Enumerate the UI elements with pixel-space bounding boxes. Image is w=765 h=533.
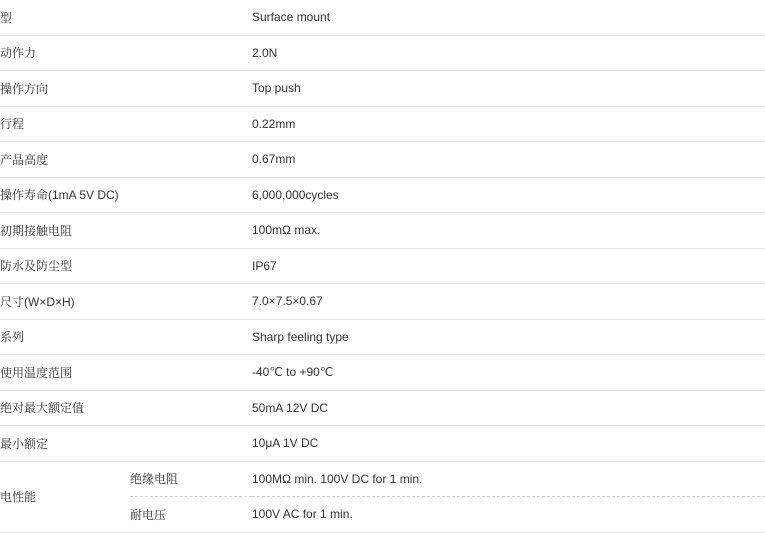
row-value: Top push xyxy=(252,71,765,107)
row-label: 操作方向 xyxy=(0,71,252,107)
table-row xyxy=(0,426,765,462)
group-label: 电性能 xyxy=(0,461,130,532)
group-value: 100V AC for 1 min. xyxy=(252,497,765,533)
row-value: 0.22mm xyxy=(252,106,765,142)
table-row-group-electrical xyxy=(0,461,765,497)
row-value: 6,000,000cycles xyxy=(252,177,765,213)
group-sublabel: 绝缘电阻 xyxy=(130,461,252,497)
row-value: IP67 xyxy=(252,248,765,284)
row-value: 100mΩ max. xyxy=(252,213,765,249)
table-row xyxy=(0,177,765,213)
table-row xyxy=(0,284,765,320)
table-row xyxy=(0,319,765,355)
table-row xyxy=(0,390,765,426)
table-row xyxy=(0,213,765,249)
row-label: 行程 xyxy=(0,106,252,142)
table-row xyxy=(0,142,765,178)
row-value: 10μA 1V DC xyxy=(252,426,765,462)
table-row xyxy=(0,248,765,284)
group-sublabel: 耐电压 xyxy=(130,497,252,533)
row-value: 0.67mm xyxy=(252,142,765,178)
row-label: 尺寸(W×D×H) xyxy=(0,284,252,320)
row-label: 产品高度 xyxy=(0,142,252,178)
table-row xyxy=(0,0,765,35)
table-row xyxy=(0,106,765,142)
row-value: 2.0N xyxy=(252,35,765,71)
table-row xyxy=(0,35,765,71)
row-label: 初期接触电阻 xyxy=(0,213,252,249)
table-row xyxy=(0,71,765,107)
row-label: 动作力 xyxy=(0,35,252,71)
row-label: 型 xyxy=(0,0,252,35)
row-value: 7.0×7.5×0.67 xyxy=(252,284,765,320)
row-label: 防水及防尘型 xyxy=(0,248,252,284)
row-value: Sharp feeling type xyxy=(252,319,765,355)
row-label: 操作寿命(1mA 5V DC) xyxy=(0,177,252,213)
row-value: -40℃ to +90℃ xyxy=(252,355,765,391)
group-value: 100MΩ min. 100V DC for 1 min. xyxy=(252,461,765,497)
row-label: 最小额定 xyxy=(0,426,252,462)
row-value: 50mA 12V DC xyxy=(252,390,765,426)
row-label: 系列 xyxy=(0,319,252,355)
table-row xyxy=(0,355,765,391)
row-label: 绝对最大额定值 xyxy=(0,390,252,426)
row-label: 使用温度范围 xyxy=(0,355,252,391)
row-value: Surface mount xyxy=(252,0,765,35)
